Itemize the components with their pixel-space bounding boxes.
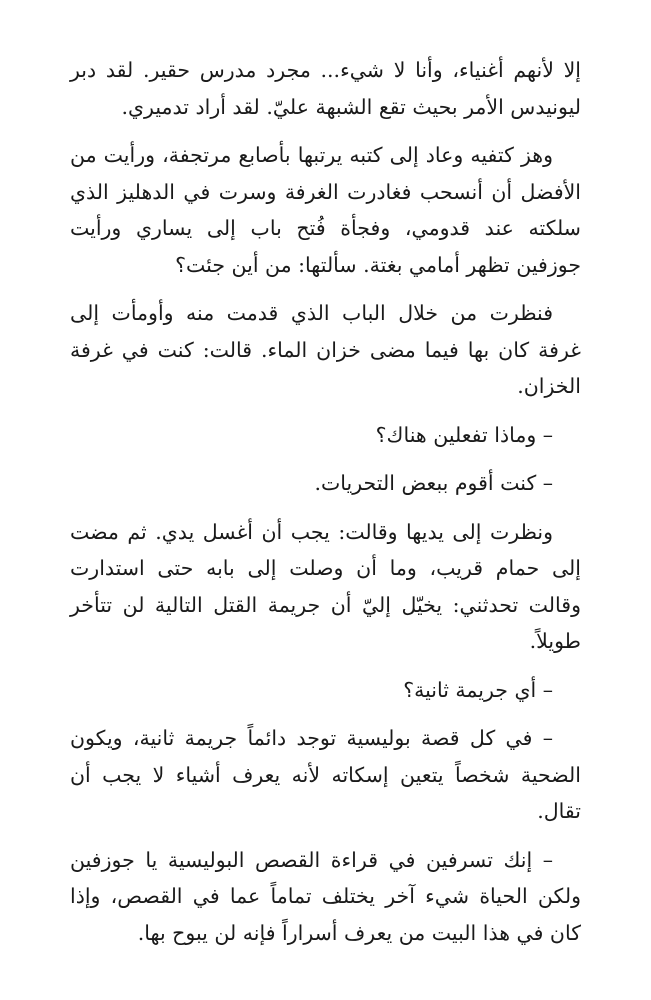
paragraph-water-tank: فنظرت من خلال الباب الذي قدمت منه وأومأت إلى غرفة كان بها فيما مضى خزان الماء. قالت: كنت في غرفة الخزان.	[70, 301, 581, 398]
dialog-line-answer: – كنت أقوم ببعض التحريات.	[314, 471, 553, 495]
paragraph-wash-hands: ونظرت إلى يديها وقالت: يجب أن أغسل يدي. ثم مضت إلى حمام قريب، وما أن وصلت إلى بابه حتى استدارت وقالت تحدثني: يخيّل إليّ أن جريمة القتل التالية لن تتأخر طويلاً.	[70, 519, 581, 653]
paragraph-bookshelf: وهز كتفيه وعاد إلى كتبه يرتبها بأصابع مرتجفة، ورأيت من الأفضل أن أنسحب فغادرت الغرفة وسرت في الدهليز الذي سلكته عند قدومي، وفجأة فُتح باب إلى يساري ورأيت جوزفين تظهر أمامي بغتة. سألتها: من أين جئت؟	[70, 143, 581, 277]
book-page	[70, 52, 581, 980]
paragraph-detective-story: – في كل قصة بوليسية توجد دائماً جريمة ثانية، ويكون الضحية شخصاً يتعين إسكاته لأنه يعرف أشياء لا يجب أن تقال.	[70, 726, 581, 823]
paragraph-continuation: إلا لأنهم أغنياء، وأنا لا شيء... مجرد مدرس حقير. لقد دبر ليونيدس الأمر بحيث تقع الشبهة عليّ. لقد أراد تدميري.	[70, 58, 581, 119]
dialog-line-question: – وماذا تفعلين هناك؟	[375, 422, 553, 447]
paragraph-secrets: – إنك تسرفين في قراءة القصص البوليسية يا جوزفين ولكن الحياة شيء آخر يختلف تماماً عما في القصص، وإذا كان في هذا البيت من يعرف أسراراً فإنه لن يبوح بها.	[70, 847, 581, 945]
dialog-line-second-crime: – أي جريمة ثانية؟	[403, 677, 553, 702]
